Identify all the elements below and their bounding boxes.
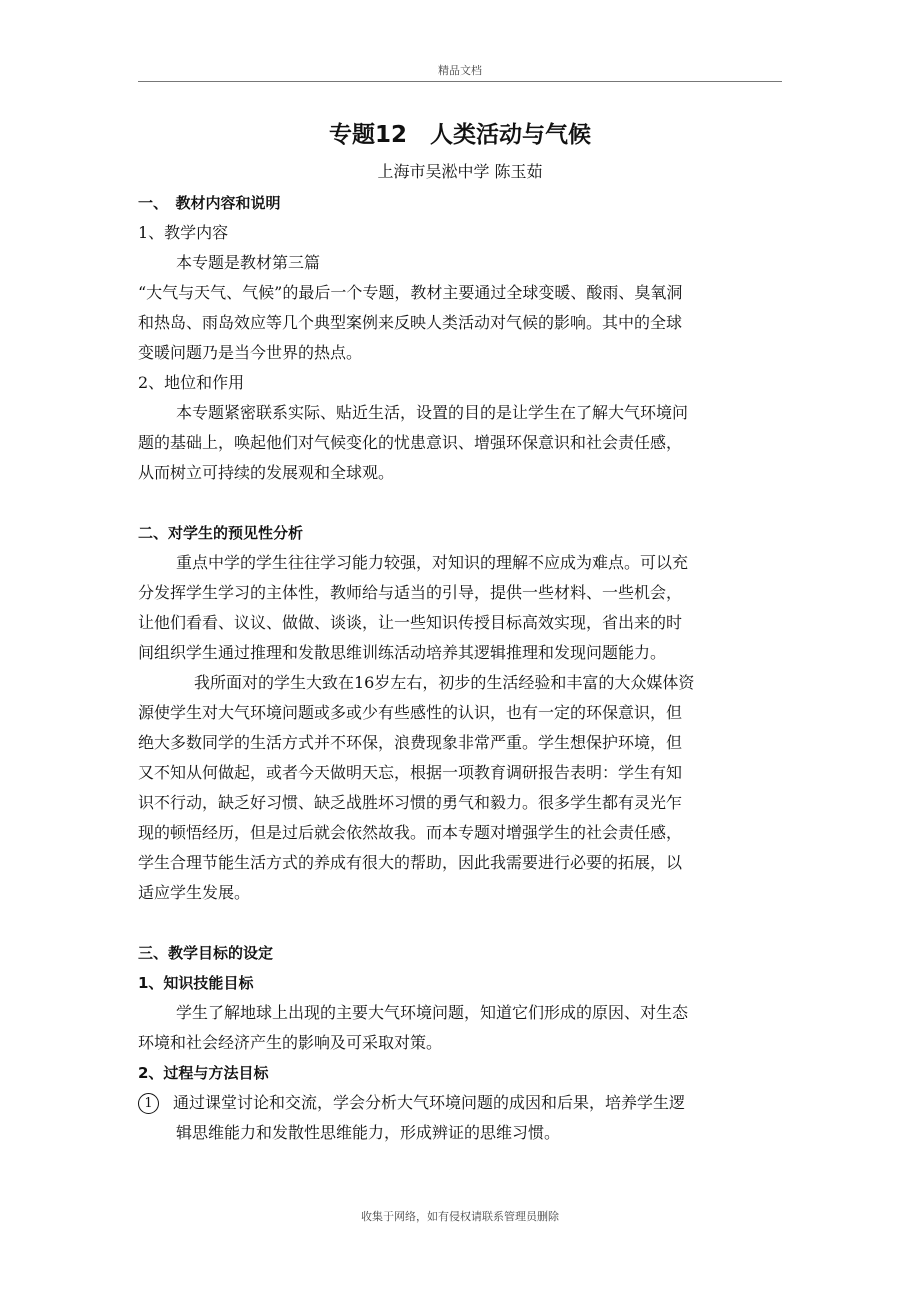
section-3-sub-2: 2、过程与方法目标 xyxy=(138,1064,269,1082)
paragraph-line: 变暖问题乃是当今世界的热点。 xyxy=(138,343,363,362)
document-body xyxy=(138,118,782,1148)
section-1-sub-2: 2、地位和作用 xyxy=(138,373,245,392)
page-footer: 收集于网络，如有侵权请联系管理员删除 xyxy=(361,1210,559,1223)
paragraph-line: 本专题是教材第三篇 xyxy=(176,253,321,272)
section-1-heading: 一、 教材内容和说明 xyxy=(138,194,281,212)
doc-author: 上海市吴淞中学 陈玉茹 xyxy=(377,162,543,181)
paragraph-line: 绝大多数同学的生活方式并不环保，浪费现象非常严重。学生想保护环境，但 xyxy=(138,733,683,752)
paragraph-line: 从而树立可持续的发展观和全球观。 xyxy=(138,463,395,482)
header-rule xyxy=(138,81,782,82)
spacer xyxy=(138,488,782,518)
paragraph-line: 让他们看看、议议、做做、谈谈，让一些知识传授目标高效实现，省出来的时 xyxy=(138,613,683,632)
paragraph-line: 源使学生对大气环境问题或多或少有些感性的认识，也有一定的环保意识，但 xyxy=(138,703,683,722)
section-2-heading: 二、对学生的预见性分析 xyxy=(138,524,304,542)
paragraph-line: 现的顿悟经历，但是过后就会依然故我。而本专题对增强学生的社会责任感， xyxy=(138,823,683,842)
section-3-heading: 三、教学目标的设定 xyxy=(138,944,274,962)
doc-title: 专题12 人类活动与气候 xyxy=(328,122,591,148)
paragraph-line: 环境和社会经济产生的影响及可采取对策。 xyxy=(138,1033,443,1052)
section-3-sub-1: 1、知识技能目标 xyxy=(138,974,254,992)
paragraph-line: 识不行动，缺乏好习惯、缺乏战胜坏习惯的勇气和毅力。很多学生都有灵光乍 xyxy=(138,793,683,812)
section-1-sub-1: 1、教学内容 xyxy=(138,223,229,242)
paragraph-line: 分发挥学生学习的主体性，教师给与适当的引导，提供一些材料、一些机会， xyxy=(138,583,683,602)
paragraph-line: 重点中学的学生往往学习能力较强，对知识的理解不应成为难点。可以充 xyxy=(176,553,689,572)
paragraph-line: 适应学生发展。 xyxy=(138,883,251,902)
circled-number-marker: 1 xyxy=(138,1093,159,1114)
paragraph-line: 间组织学生通过推理和发散思维训练活动培养其逻辑推理和发现问题能力。 xyxy=(138,643,667,662)
list-item xyxy=(138,1088,782,1118)
paragraph-line: 学生合理节能生活方式的养成有很大的帮助，因此我需要进行必要的拓展，以 xyxy=(138,853,683,872)
paragraph-line: 题的基础上，唤起他们对气候变化的忧患意识、增强环保意识和社会责任感， xyxy=(138,433,683,452)
list-item-text: 通过课堂讨论和交流，学会分析大气环境问题的成因和后果，培养学生逻 xyxy=(173,1093,686,1112)
paragraph-line: 辑思维能力和发散性思维能力，形成辨证的思维习惯。 xyxy=(176,1123,561,1142)
paragraph-line: 本专题紧密联系实际、贴近生活，设置的目的是让学生在了解大气环境问 xyxy=(176,403,689,422)
page-header: 精品文档 xyxy=(438,64,482,77)
spacer xyxy=(138,908,782,938)
paragraph-line: “大气与天气、气候”的最后一个专题，教材主要通过全球变暖、酸雨、臭氧洞 xyxy=(138,283,683,302)
paragraph-line: 和热岛、雨岛效应等几个典型案例来反映人类活动对气候的影响。其中的全球 xyxy=(138,313,683,332)
paragraph-line: 又不知从何做起，或者今天做明天忘，根据一项教育调研报告表明：学生有知 xyxy=(138,763,683,782)
paragraph-line: 我所面对的学生大致在16岁左右，初步的生活经验和丰富的大众媒体资 xyxy=(194,673,695,692)
paragraph-line: 学生了解地球上出现的主要大气环境问题，知道它们形成的原因、对生态 xyxy=(176,1003,689,1022)
